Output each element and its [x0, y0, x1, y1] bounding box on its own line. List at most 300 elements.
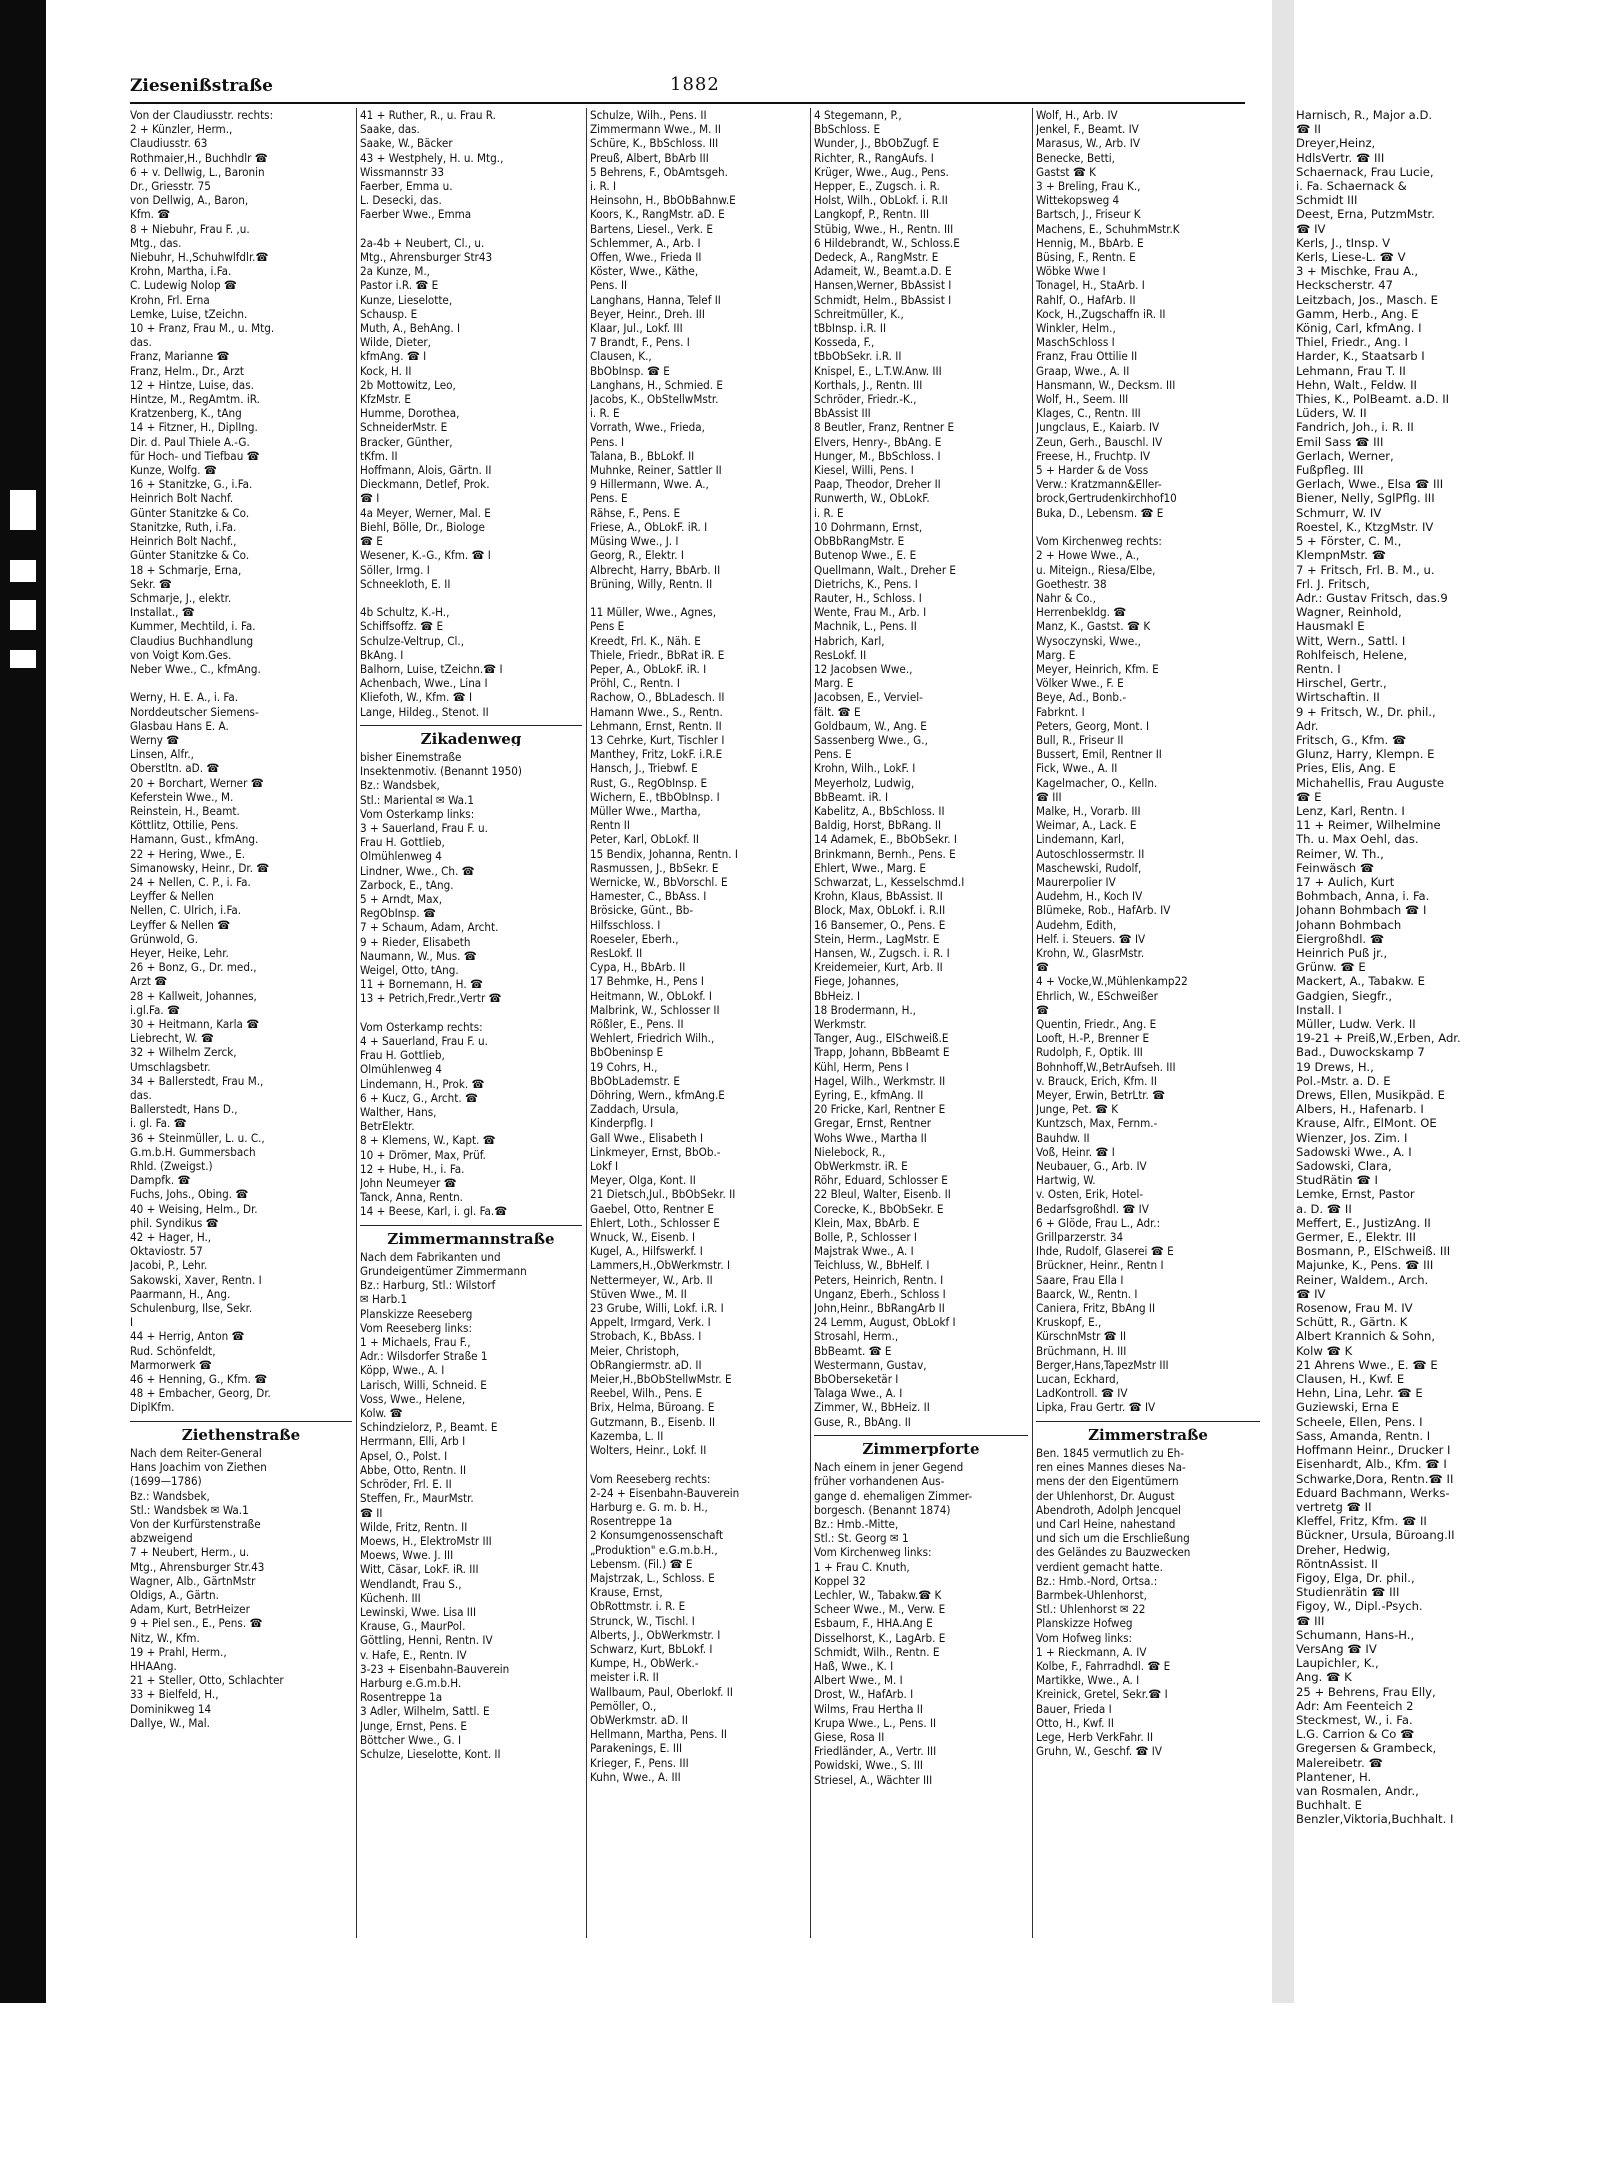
- directory-entry: Kazemba, L. II: [590, 1428, 664, 1443]
- directory-entry: Lucan, Eckhard,: [1036, 1372, 1119, 1387]
- directory-entry: Moews, H., ElektroMstr III: [360, 1533, 492, 1548]
- directory-entry: das.: [130, 1088, 152, 1103]
- directory-entry: Müsing Wwe., J. I: [590, 534, 679, 549]
- directory-entry: BkAng. I: [360, 647, 404, 662]
- directory-entry: Saake, W., Bäcker: [360, 136, 453, 151]
- street-section-title: Zimmerpforte: [862, 1441, 980, 1457]
- directory-entry: Tonagel, H., StaArb. I: [1036, 278, 1145, 293]
- directory-entry: Marasus, W., Arb. IV: [1036, 136, 1140, 151]
- directory-entry: G.m.b.H. Gummersbach: [130, 1144, 256, 1159]
- directory-entry: 17 + Aulich, Kurt: [1296, 874, 1395, 889]
- directory-entry: Wesener, K.-G., Kfm. ☎ I: [360, 548, 491, 563]
- directory-entry: 2 Konsumgenossenschaft: [590, 1528, 724, 1543]
- directory-entry: Beye, Ad., Bonb.-: [1036, 690, 1127, 705]
- directory-entry: 12 + Hube, H., i. Fa.: [360, 1161, 465, 1176]
- directory-entry: Schmarje, J., elektr.: [130, 590, 232, 605]
- directory-entry: Butenop Wwe., E. E: [814, 548, 917, 563]
- directory-entry: Muhnke, Reiner, Sattler II: [590, 463, 722, 478]
- directory-entry: Marg. E: [1036, 647, 1076, 662]
- directory-entry: Meyerholz, Ludwig,: [814, 775, 915, 790]
- directory-entry: Jungclaus, E., Kaiarb. IV: [1036, 420, 1160, 435]
- directory-entry: Wohs Wwe., Martha II: [814, 1130, 927, 1145]
- directory-entry: Eisenhardt, Alb., Kfm. ☎ I: [1296, 1457, 1447, 1472]
- directory-entry: Eduard Bachmann, Werks-: [1296, 1485, 1450, 1500]
- directory-entry: Hunger, M., BbSchloss. I: [814, 448, 941, 463]
- directory-entry: Quentin, Friedr., Ang. E: [1036, 1017, 1157, 1031]
- directory-entry: Witt, Cäsar, LokF. iR. III: [360, 1562, 479, 1577]
- directory-entry: Guziewski, Erna E: [1296, 1400, 1399, 1415]
- directory-entry: Majstrak Wwe., A. I: [814, 1244, 914, 1259]
- directory-entry: Weigel, Otto, tAng.: [360, 962, 459, 977]
- directory-entry: Roeseler, Eberh.,: [590, 931, 679, 946]
- directory-entry: 7 Brandt, F., Pens. I: [590, 335, 690, 350]
- directory-entry: 5 + Förster, C. M.,: [1296, 534, 1402, 549]
- directory-entry: Wirtschaftin. II: [1296, 690, 1380, 705]
- directory-entry: 34 + Ballerstedt, Frau M.,: [130, 1073, 264, 1088]
- directory-entry: Knispel, E., L.T.W.Anw. III: [814, 363, 942, 378]
- directory-entry: Emil Sass ☎ III: [1296, 434, 1384, 449]
- directory-entry: Saare, Frau Ella I: [1036, 1272, 1124, 1287]
- directory-entry: 36 + Steinmüller, L. u. C.,: [130, 1130, 265, 1145]
- directory-entry: Wente, Frau M., Arb. I: [814, 605, 927, 620]
- directory-entry: Drews, Ellen, Musikpäd. E: [1296, 1088, 1445, 1103]
- directory-entry: Stl.: Uhlenhorst ✉ 22: [1036, 1602, 1146, 1617]
- directory-entry: Kugel, A., Hilfswerkf. I: [590, 1244, 703, 1259]
- directory-entry: Günter Stanitzke & Co.: [130, 548, 250, 563]
- directory-entry: Habrich, Karl,: [814, 633, 885, 648]
- directory-entry: Neubauer, G., Arb. IV: [1036, 1159, 1147, 1174]
- directory-entry: ☎ IV: [1296, 1286, 1326, 1301]
- directory-entry: Heinrich Bolt Nachf.,: [130, 534, 237, 549]
- directory-entry: Jenkel, F., Beamt. IV: [1036, 122, 1139, 137]
- directory-entry: Schiffsoffz. ☎ E: [360, 619, 444, 634]
- directory-entry: Bussert, Emil, Rentner II: [1036, 747, 1162, 762]
- directory-entry: Malke, H., Vorarb. III: [1036, 803, 1141, 818]
- directory-entry: Lindner, Wwe., Ch. ☎: [360, 863, 475, 878]
- directory-entry: Albert Krannich & Sohn,: [1296, 1329, 1436, 1344]
- directory-entry: Rachow, O., BbLadesch. II: [590, 690, 725, 705]
- directory-entry: Nettermeyer, W., Arb. II: [590, 1272, 713, 1287]
- directory-entry: BetrElektr.: [360, 1119, 415, 1134]
- directory-entry: Pens. II: [590, 278, 628, 293]
- directory-entry: Umschlagsbetr.: [130, 1059, 211, 1074]
- directory-entry: Franz, Frau Ottilie II: [1036, 349, 1138, 364]
- directory-entry: John Neumeyer ☎: [360, 1176, 457, 1191]
- directory-entry: [360, 591, 582, 605]
- directory-entry: Koppel 32: [814, 1573, 866, 1588]
- directory-entry: Schulze, Wilh., Pens. II: [590, 108, 707, 122]
- directory-entry: ObRottmstr. i. R. E: [590, 1599, 686, 1614]
- directory-entry: Völker Wwe., F. E: [1036, 676, 1124, 691]
- directory-entry: v. Hafe, E., Rentn. IV: [360, 1647, 467, 1662]
- directory-entry: Leyffer & Nellen ☎: [130, 917, 231, 932]
- directory-entry: Stübig, Wwe., H., Rentn. III: [814, 221, 954, 236]
- directory-entry: Brösicke, Günt., Bb-: [590, 903, 694, 918]
- directory-entry: Gerlach, Werner,: [1296, 448, 1394, 463]
- directory-entry: Rauter, H., Schloss. I: [814, 590, 922, 605]
- directory-entry: Insektenmotiv. (Benannt 1950): [360, 764, 523, 779]
- directory-entry: 3 + Mischke, Frau A.,: [1296, 264, 1419, 279]
- directory-entry: BbOberseketär I: [814, 1372, 899, 1387]
- directory-entry: Büsing, F., Rentn. E: [1036, 250, 1136, 265]
- directory-entry: Johann Bohmbach: [1296, 917, 1402, 932]
- directory-entry: Abendroth, Adolph Jencquel: [1036, 1502, 1181, 1517]
- directory-entry: HdlsVertr. ☎ III: [1296, 150, 1385, 165]
- directory-entry: Rothmaier,H., Buchhdlr ☎: [130, 150, 268, 165]
- directory-entry: Schreitmüller, K.,: [814, 306, 904, 321]
- directory-entry: [360, 1006, 582, 1020]
- directory-entry: Lemke, Luise, tZeichn.: [130, 306, 248, 321]
- directory-entry: Kiesel, Willi, Pens. I: [814, 463, 914, 478]
- directory-entry: Lebensm. (Fil.) ☎ E: [590, 1556, 693, 1571]
- directory-entry: 12 Jacobsen Wwe.,: [814, 661, 913, 676]
- directory-entry: Zarbock, E., tAng.: [360, 877, 454, 892]
- directory-entry: ResLokf. II: [590, 945, 643, 960]
- directory-entry: 14 + Fitzner, H., DiplIng.: [130, 420, 258, 435]
- directory-column-2: [360, 108, 582, 1988]
- directory-entry: Meyer, Heinrich, Kfm. E: [1036, 661, 1159, 676]
- directory-entry: 25 + Behrens, Frau Elly,: [1296, 1684, 1436, 1699]
- directory-entry: Schumann, Hans-H.,: [1296, 1627, 1415, 1642]
- directory-entry: Junge, Pet. ☎ K: [1036, 1102, 1119, 1117]
- directory-entry: Peper, A., ObLokF. iR. I: [590, 661, 707, 676]
- directory-entry: Bad., Duwockskamp 7: [1296, 1045, 1425, 1060]
- directory-entry: Ang. ☎ K: [1296, 1670, 1352, 1685]
- directory-entry: Meyer, Olga, Kont. II: [590, 1173, 696, 1188]
- directory-entry: Tanck, Anna, Rentn.: [360, 1190, 463, 1205]
- directory-entry: C. Ludewig Nolop ☎: [130, 278, 237, 293]
- directory-entry: VersAng ☎ IV: [1296, 1641, 1377, 1656]
- directory-entry: abzweigend: [130, 1531, 193, 1546]
- directory-entry: 44 + Herrig, Anton ☎: [130, 1329, 245, 1344]
- directory-entry: Harder, K., Staatsarb I: [1296, 349, 1425, 364]
- directory-entry: RöntnAssist. II: [1296, 1556, 1378, 1571]
- directory-entry: Leitzbach, Jos., Masch. E: [1296, 292, 1438, 307]
- directory-entry: 2 + Howe Wwe., A.,: [1036, 548, 1140, 563]
- directory-entry: Lindemann, H., Prok. ☎: [360, 1076, 485, 1091]
- directory-entry: Malbrink, W., Schlosser II: [590, 1002, 720, 1017]
- directory-entry: von Voigt Kom.Ges.: [130, 647, 232, 662]
- directory-entry: Hepper, E., Zugsch. i. R.: [814, 179, 940, 194]
- directory-entry: Balhorn, Luise, tZeichn.☎ I: [360, 661, 503, 676]
- directory-entry: Bz.: Wandsbek,: [130, 1488, 210, 1503]
- directory-entry: Wagner, Alb., GärtnMstr: [130, 1573, 256, 1588]
- directory-entry: Dallye, W., Mal.: [130, 1715, 210, 1730]
- directory-entry: 21 + Steller, Otto, Schlachter: [130, 1673, 284, 1688]
- directory-entry: Peters, Georg, Mont. I: [1036, 718, 1150, 733]
- directory-entry: Adr.: Gustav Fritsch, das.9: [1296, 590, 1448, 605]
- directory-entry: Wolf, H., Arb. IV: [1036, 108, 1118, 122]
- directory-entry: Oktaviostr. 57: [130, 1244, 203, 1259]
- directory-entry: Jacobi, P., Lehr.: [130, 1258, 208, 1273]
- street-section-title: Zikadenweg: [420, 731, 522, 746]
- directory-entry: Claudiusstr. 63: [130, 136, 208, 151]
- directory-column-6: [1296, 108, 1596, 1988]
- directory-entry: Steffen, Fr., MaurMstr.: [360, 1491, 474, 1506]
- directory-entry: 18 + Schmarje, Erna,: [130, 562, 242, 577]
- directory-entry: 26 + Bonz, G., Dr. med.,: [130, 960, 257, 975]
- directory-entry: ResLokf. II: [814, 647, 867, 662]
- directory-entry: Adr: Am Feenteich 2: [1296, 1698, 1414, 1713]
- directory-entry: Olmühlenweg 4: [360, 849, 442, 864]
- directory-entry: Hehn, Walt., Feldw. II: [1296, 377, 1417, 392]
- directory-entry: Langhans, H., Schmied. E: [590, 377, 723, 392]
- directory-entry: Kosseda, F.,: [814, 335, 875, 350]
- directory-entry: Alberts, J., ObWerkmstr. I: [590, 1627, 721, 1642]
- directory-entry: ren eines Mannes dieses Na-: [1036, 1460, 1186, 1475]
- directory-entry: Olmühlenweg 4: [360, 1062, 442, 1077]
- directory-entry: Schulenburg, Ilse, Sekr.: [130, 1301, 253, 1316]
- directory-entry: Wichern, E., tBbObInsp. I: [590, 789, 720, 804]
- section-divider: [360, 725, 582, 726]
- directory-entry: Rosenow, Frau M. IV: [1296, 1301, 1413, 1316]
- directory-entry: Mtg., das.: [130, 235, 182, 250]
- directory-entry: Fuchs, Johs., Obing. ☎: [130, 1187, 249, 1202]
- directory-entry: HHAAng.: [130, 1658, 177, 1673]
- directory-entry: Gaebel, Otto, Rentner E: [590, 1201, 714, 1216]
- directory-entry: Stanitzke, Ruth, i.Fa.: [130, 519, 237, 534]
- directory-entry: ☎: [1036, 960, 1049, 975]
- directory-entry: Eyring, E., kfmAng. II: [814, 1088, 924, 1103]
- directory-entry: Zaddach, Ursula,: [590, 1102, 679, 1117]
- directory-entry: Striesel, A., Wächter III: [814, 1772, 933, 1787]
- directory-entry: Bückner, Ursula, Büroang.II: [1296, 1528, 1455, 1543]
- directory-entry: Kfm. ☎: [130, 207, 171, 222]
- directory-entry: Wolters, Heinr., Lokf. II: [590, 1443, 707, 1458]
- directory-entry: ☎ E: [1296, 789, 1322, 804]
- directory-entry: mens der den Eigentümern: [1036, 1474, 1179, 1489]
- directory-entry: Corecke, K., BbObSekr. E: [814, 1201, 944, 1216]
- directory-entry: 13 Cehrke, Kurt, Tischler I: [590, 732, 725, 747]
- directory-entry: van Rosmalen, Andr.,: [1296, 1783, 1419, 1798]
- directory-entry: Grünwold, G.: [130, 931, 199, 946]
- directory-entry: Lindemann, Karl,: [1036, 832, 1125, 847]
- directory-entry: Maurerpolier IV: [1036, 874, 1116, 889]
- directory-entry: Vom Kirchenweg links:: [814, 1545, 932, 1560]
- directory-entry: Pemöller, O.,: [590, 1698, 657, 1713]
- directory-entry: das.: [130, 335, 152, 350]
- directory-entry: Rudolph, F., Optik. III: [1036, 1045, 1143, 1060]
- directory-entry: Schüre, K., BbSchloss. III: [590, 136, 719, 151]
- directory-entry: Block, Max, ObLokf. i. R.II: [814, 903, 946, 918]
- directory-entry: BbObLademstr. E: [590, 1073, 680, 1088]
- directory-entry: 13 + Petrich,Fredr.,Vertr ☎: [360, 991, 502, 1006]
- directory-entry: Clausen, H., Kwf. E: [1296, 1372, 1405, 1387]
- directory-entry: ☎ III: [1036, 789, 1062, 804]
- directory-entry: Lechler, W., Tabakw.☎ K: [814, 1587, 942, 1602]
- directory-entry: Caniera, Fritz, BbAng II: [1036, 1301, 1156, 1316]
- directory-entry: BbBeamt. iR. I: [814, 789, 889, 804]
- directory-entry: [590, 591, 806, 605]
- directory-entry: BbBeamt. ☎ E: [814, 1343, 892, 1358]
- directory-entry: Sekr. ☎: [130, 576, 172, 591]
- directory-entry: Lüders, W. II: [1296, 406, 1367, 421]
- directory-entry: RegObInsp. ☎: [360, 906, 436, 921]
- directory-entry: Unganz, Eberh., Schloss I: [814, 1286, 946, 1301]
- directory-entry: 12 + Hintze, Luise, das.: [130, 377, 254, 392]
- directory-entry: Herrenbekldg. ☎: [1036, 605, 1127, 620]
- directory-entry: 30 + Heitmann, Karla ☎: [130, 1017, 260, 1031]
- directory-entry: Figoy, W., Dipl.-Psych.: [1296, 1599, 1423, 1614]
- directory-entry: Paap, Theodor, Dreher II: [814, 477, 941, 492]
- directory-entry: Pastor i.R. ☎ E: [360, 278, 439, 293]
- directory-entry: von Dellwig, A., Baron,: [130, 193, 249, 208]
- directory-entry: Bz.: Hmb.-Mitte,: [814, 1516, 899, 1531]
- directory-entry: Kuntzsch, Max, Fernm.-: [1036, 1116, 1158, 1131]
- directory-entry: Freese, H., Fruchtp. IV: [1036, 448, 1151, 463]
- directory-entry: Wunder, J., BbObZugf. E: [814, 136, 940, 151]
- directory-entry: 8 + Klemens, W., Kapt. ☎: [360, 1133, 496, 1148]
- directory-entry: 2 + Künzler, Herm.,: [130, 122, 233, 137]
- directory-entry: Marg. E: [814, 676, 854, 691]
- directory-entry: Richter, R., RangAufs. I: [814, 150, 934, 165]
- directory-entry: tBbObSekr. i.R. II: [814, 349, 902, 364]
- directory-entry: Faerber Wwe., Emma: [360, 207, 472, 222]
- directory-entry: [360, 222, 582, 236]
- directory-entry: Krohn, Martha, i.Fa.: [130, 264, 232, 279]
- directory-entry: Rentn II: [590, 818, 630, 833]
- directory-entry: 4 Stegemann, P.,: [814, 108, 902, 122]
- directory-entry: Oldigs, A., Gärtn.: [130, 1587, 219, 1602]
- directory-entry: Linsen, Alfr.,: [130, 747, 194, 762]
- directory-entry: Weimar, A., Lack. E: [1036, 818, 1137, 833]
- directory-entry: Fußpfleg. III: [1296, 463, 1364, 478]
- directory-entry: Zeun, Gerh., Bauschl. IV: [1036, 434, 1163, 449]
- directory-entry: Wernicke, W., BbVorschl. E: [590, 874, 728, 889]
- directory-entry: borgesch. (Benannt 1874): [814, 1502, 951, 1517]
- directory-entry: Hirschel, Gertr.,: [1296, 676, 1387, 691]
- directory-entry: Peters, Heinrich, Rentn. I: [814, 1272, 944, 1287]
- directory-entry: Barmbek-Uhlenhorst,: [1036, 1587, 1147, 1602]
- directory-entry: Rust, G., RegObInsp. E: [590, 775, 708, 790]
- directory-entry: Reimer, W. Th.,: [1296, 846, 1384, 861]
- directory-entry: [1036, 520, 1260, 534]
- directory-entry: Feinwäsch ☎: [1296, 860, 1375, 875]
- directory-entry: Langkopf, P., Rentn. III: [814, 207, 930, 222]
- directory-entry: Kreidemeier, Kurt, Arb. II: [814, 960, 943, 975]
- directory-entry: Wittekopsweg 4: [1036, 193, 1120, 208]
- directory-entry: Holst, Wilh., ObLokf. i. R.II: [814, 193, 948, 208]
- directory-entry: Blümeke, Rob., HafArb. IV: [1036, 903, 1171, 918]
- directory-entry: Schausp. E: [360, 306, 418, 321]
- directory-entry: I: [130, 1315, 134, 1330]
- directory-entry: Naumann, W., Mus. ☎: [360, 948, 477, 963]
- directory-entry: 10 + Drömer, Max, Prüf.: [360, 1147, 486, 1162]
- directory-entry: Planskizze Hofweg: [1036, 1616, 1133, 1631]
- directory-entry: Kerls, Liese-L. ☎ V: [1296, 250, 1406, 265]
- directory-entry: Majunke, K., Pens. ☎ III: [1296, 1258, 1434, 1273]
- directory-entry: 1 + Frau C. Knuth,: [814, 1559, 910, 1574]
- directory-entry: Göttling, Henni, Rentn. IV: [360, 1633, 493, 1648]
- directory-entry: Drost, W., HafArb. I: [814, 1687, 914, 1702]
- directory-entry: Biehl, Bölle, Dr., Biologe: [360, 519, 485, 534]
- directory-entry: Fabrknt. I: [1036, 704, 1085, 719]
- directory-entry: „Produktion" e.G.m.b.H.,: [590, 1542, 718, 1557]
- directory-entry: 21 Ahrens Wwe., E. ☎ E: [1296, 1357, 1438, 1372]
- directory-entry: kfmAng. ☎ I: [360, 349, 427, 364]
- directory-entry: Sadowski, Clara,: [1296, 1159, 1392, 1174]
- directory-entry: Plantener, H.: [1296, 1769, 1372, 1784]
- directory-entry: Bz.: Harburg, Stl.: Wilstorf: [360, 1278, 496, 1293]
- directory-entry: Saake, das.: [360, 122, 420, 137]
- directory-entry: Bracker, Günther,: [360, 434, 453, 449]
- directory-entry: 20 + Borchart, Werner ☎: [130, 775, 264, 790]
- directory-entry: Meier,H.,BbObStellwMstr. E: [590, 1372, 732, 1387]
- directory-entry: Leyffer & Nellen: [130, 889, 214, 904]
- directory-entry: Linkmeyer, Ernst, BbOb.-: [590, 1144, 721, 1159]
- directory-entry: Frau H. Gottlieb,: [360, 1048, 445, 1063]
- directory-entry: Giese, Rosa II: [814, 1729, 885, 1744]
- directory-entry: Röhr, Eduard, Schlosser E: [814, 1173, 948, 1188]
- directory-entry: Fiege, Johannes,: [814, 974, 899, 989]
- directory-entry: ☎ II: [360, 1505, 383, 1520]
- directory-entry: Stl.: St. Georg ✉ 1: [814, 1531, 909, 1546]
- directory-entry: Dietrichs, K., Pens. I: [814, 576, 918, 591]
- directory-entry: Korthals, J., Rentn. III: [814, 377, 923, 392]
- directory-entry: a. D. ☎ II: [1296, 1201, 1352, 1216]
- directory-entry: ObWerkmstr. iR. E: [814, 1159, 908, 1174]
- directory-entry: Grundeigentümer Zimmermann: [360, 1264, 527, 1279]
- directory-entry: Söller, Irmg. I: [360, 562, 430, 577]
- directory-entry: Lemke, Ernst, Pastor: [1296, 1187, 1415, 1202]
- directory-entry: Vom Osterkamp links:: [360, 806, 475, 821]
- directory-entry: Heinsohn, H., BbObBahnw.E: [590, 193, 736, 208]
- directory-entry: Vorrath, Wwe., Frieda,: [590, 420, 705, 435]
- directory-entry: Machnik, L., Pens. II: [814, 619, 917, 634]
- directory-entry: Hansen, W., Zugsch. i. R. I: [814, 945, 950, 960]
- directory-entry: Hehn, Lina, Lehr. ☎ E: [1296, 1386, 1423, 1401]
- directory-entry: Günter Stanitzke & Co.: [130, 505, 250, 520]
- directory-entry: 6 Hildebrandt, W., Schloss.E: [814, 235, 960, 250]
- directory-entry: Pens E: [590, 619, 625, 634]
- directory-entry: Heinrich Puß jr.,: [1296, 945, 1388, 960]
- directory-entry: Schmidt, Wilh., Rentn. E: [814, 1644, 940, 1659]
- directory-entry: Strobach, K., BbAss. I: [590, 1329, 702, 1344]
- directory-entry: Lipka, Frau Gertr. ☎ IV: [1036, 1400, 1156, 1415]
- directory-entry: Hennig, M., BbArb. E: [1036, 235, 1144, 250]
- directory-entry: Goethestr. 38: [1036, 576, 1107, 591]
- directory-entry: Simanowsky, Heinr., Dr. ☎: [130, 860, 270, 875]
- directory-entry: Autoschlossermstr. II: [1036, 846, 1145, 861]
- page-gutter: [1272, 0, 1294, 2003]
- directory-entry: Schwarke,Dora, Rentn.☎ II: [1296, 1471, 1454, 1486]
- directory-entry: Rahlf, O., HafArb. II: [1036, 292, 1136, 307]
- directory-entry: 2b Mottowitz, Leo,: [360, 377, 456, 392]
- directory-entry: Kolw ☎ K: [1296, 1343, 1353, 1358]
- directory-entry: Mackert, A., Tabakw. E: [1296, 974, 1425, 989]
- directory-entry: Parakenings, E. III: [590, 1741, 683, 1756]
- directory-entry: Rosentreppe 1a: [360, 1690, 443, 1705]
- directory-entry: Peter, Karl, ObLokf. II: [590, 832, 699, 847]
- directory-entry: Lewinski, Wwe. Lisa III: [360, 1604, 477, 1619]
- directory-entry: Köster, Wwe., Käthe,: [590, 264, 699, 279]
- directory-entry: Vom Hofweg links:: [1036, 1630, 1133, 1645]
- directory-entry: und Carl Heine, nahestand: [1036, 1516, 1176, 1531]
- directory-entry: bisher Einemstraße: [360, 749, 462, 764]
- directory-entry: Lammers,H.,ObWerkmstr. I: [590, 1258, 731, 1273]
- directory-entry: 16 + Stanitzke, G., i.Fa.: [130, 477, 253, 492]
- directory-entry: Koors, K., RangMstr. aD. E: [590, 207, 725, 222]
- directory-entry: Krüger, Wwe., Aug., Pens.: [814, 164, 949, 179]
- directory-entry: 14 + Beese, Karl, i. gl. Fa.☎: [360, 1204, 508, 1219]
- section-divider: [130, 1421, 352, 1422]
- directory-entry: Johann Bohmbach ☎ I: [1296, 903, 1427, 918]
- directory-entry: Adr.: [1296, 718, 1319, 733]
- directory-entry: 22 + Hering, Wwe., E.: [130, 846, 246, 861]
- directory-entry: Albrecht, Harry, BbArb. II: [590, 562, 721, 577]
- directory-entry: Albert Wwe., M. I: [814, 1673, 903, 1688]
- directory-entry: Krohn, W., GlasrMstr.: [1036, 945, 1145, 960]
